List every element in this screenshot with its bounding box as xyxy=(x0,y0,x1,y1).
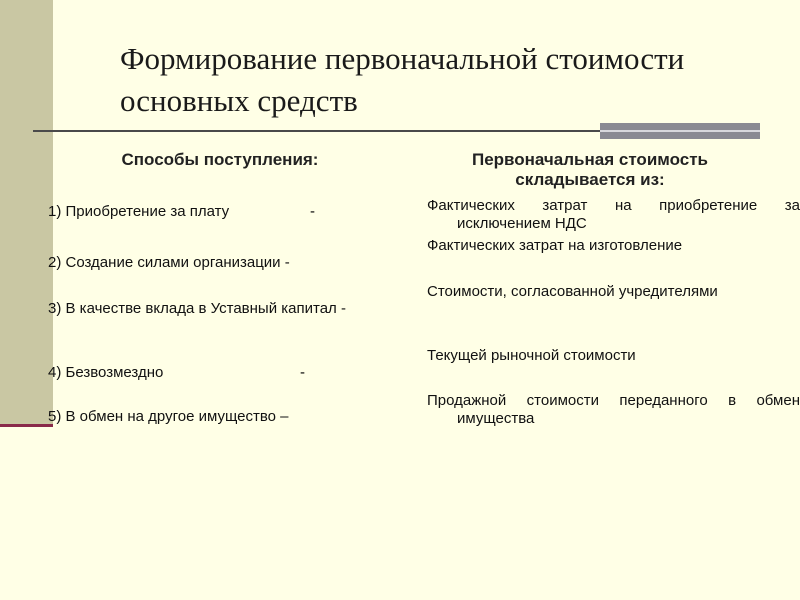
left-item-4: 4) Безвозмездно xyxy=(48,364,164,381)
right-item-2: Фактических затрат на изготовление xyxy=(427,237,683,254)
right-item-5: Продажной стоимости переданного в обмен имущества xyxy=(427,392,800,427)
right-column-header: Первоначальная стоимость складывается из: xyxy=(471,150,709,189)
left-item-5: 5) В обмен на другое имущество – xyxy=(48,408,289,425)
title-underline xyxy=(33,130,600,132)
left-decorative-rule xyxy=(0,424,53,427)
left-decorative-band xyxy=(0,0,53,425)
slide-title: Формирование первоначальной стоимости основных средств xyxy=(120,41,685,118)
left-item-3: 3) В качестве вклада в Уставный капитал - xyxy=(48,300,346,317)
left-item-4-dash: - xyxy=(300,364,305,381)
title-accent-line xyxy=(600,130,760,132)
left-item-1: 1) Приобретение за плату xyxy=(48,203,230,220)
left-item-2: 2) Создание силами организации - xyxy=(48,254,290,271)
right-item-1: Фактических затрат на приобретение за исключением НДС xyxy=(427,197,800,232)
right-item-3: Стоимости, согласованной учредителями xyxy=(427,283,718,300)
left-column-header: Способы поступления: xyxy=(121,150,319,169)
left-item-1-dash: - xyxy=(310,203,315,220)
right-item-4: Текущей рыночной стоимости xyxy=(427,347,636,364)
